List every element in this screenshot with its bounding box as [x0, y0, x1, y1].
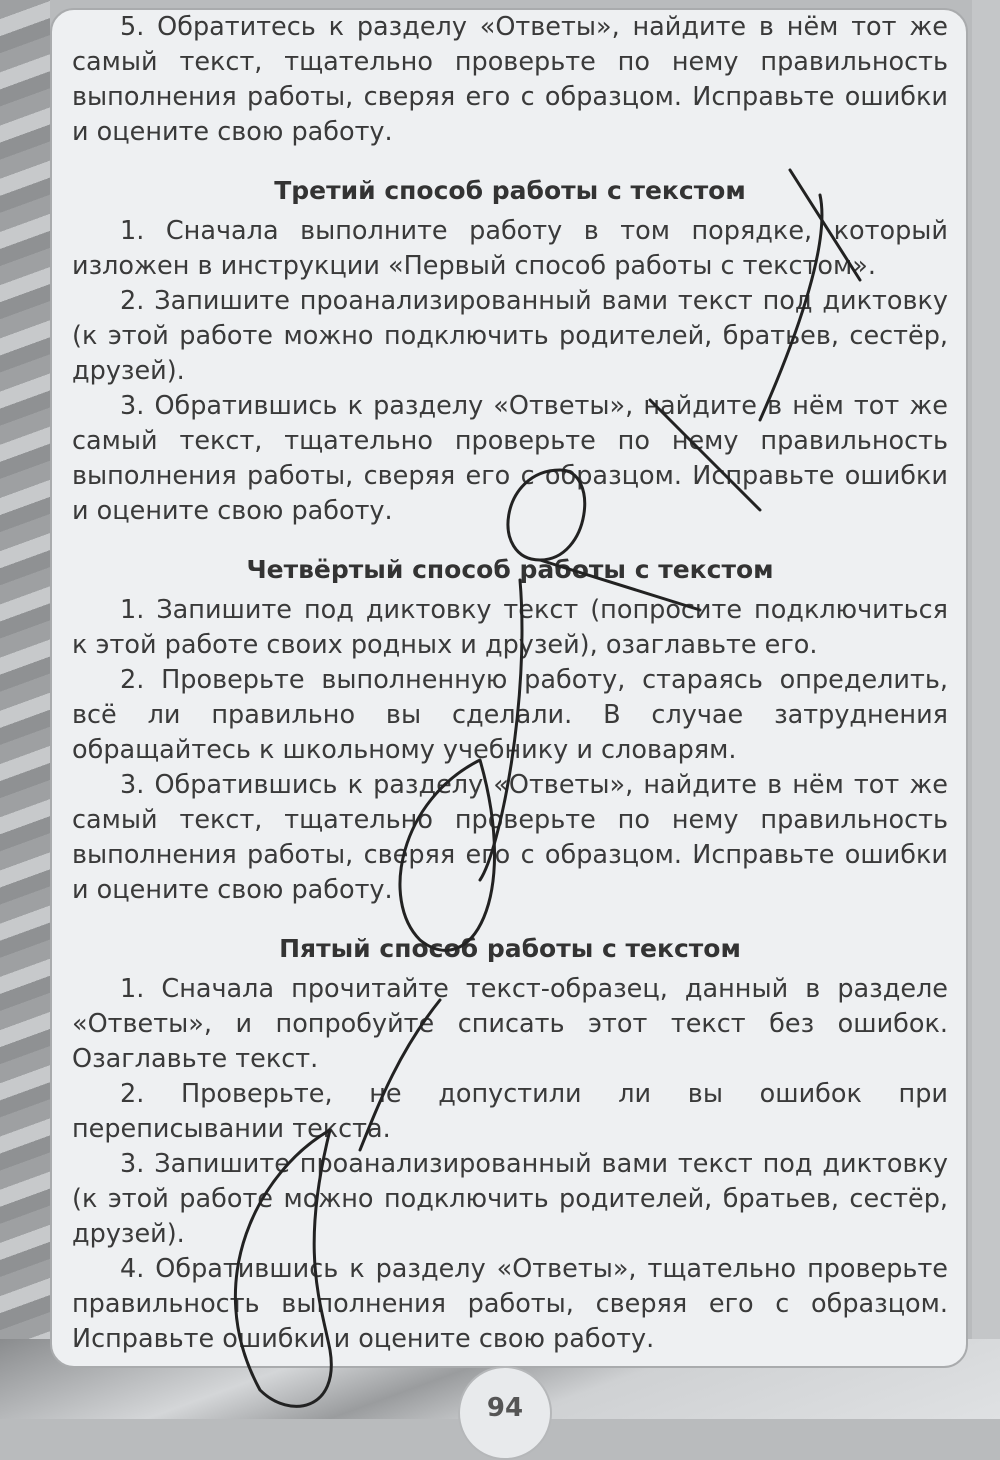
- page-edge-right: [972, 0, 1000, 1419]
- list-item: 3. Обратившись к разделу «Ответы», найдите в нём тот же самый текст, тщательно проверьте по нему правильность выполнения работы, сверяя его с образцом. Исправьте ошибки и оцените свою работу.: [72, 391, 948, 526]
- page-edge-left: [0, 0, 50, 1419]
- list-item: 2. Проверьте выполненную работу, стараясь определить, всё ли правильно вы сделали. В случае затруднения обращайтесь к школьному учебнику и словарям.: [72, 665, 948, 765]
- list-item: 2. Проверьте, не допустили ли вы ошибок при переписывании текста.: [72, 1079, 948, 1144]
- list-item: 4. Обратившись к разделу «Ответы», тщательно проверьте правильность выполнения работы, сверяя его с образцом. Исправьте ошибки и оцените свою работу.: [72, 1254, 948, 1354]
- section-title-third: Третий способ работы с текстом: [274, 176, 746, 205]
- page-number: 94: [458, 1366, 552, 1460]
- list-item: 3. Обратившись к разделу «Ответы», найдите в нём тот же самый текст, тщательно проверьте по нему правильность выполнения работы, сверяя его с образцом. Исправьте ошибки и оцените свою работу.: [72, 770, 948, 905]
- list-item: 1. Запишите под диктовку текст (попросите подключиться к этой работе своих родных и друзей), озаглавьте его.: [72, 595, 948, 660]
- list-item: 1. Сначала прочитайте текст-образец, данный в разделе «Ответы», и попробуйте списать этот текст без ошибок. Озаглавьте текст.: [72, 974, 948, 1074]
- list-item: 1. Сначала выполните работу в том порядке, который изложен в инструкции «Первый способ работы с текстом».: [72, 216, 948, 281]
- section-title-fourth: Четвёртый способ работы с текстом: [246, 555, 774, 584]
- list-item: 2. Запишите проанализированный вами текст под диктовку (к этой работе можно подключить родителей, братьев, сестёр, друзей).: [72, 286, 948, 386]
- section-title-fifth: Пятый способ работы с текстом: [279, 934, 741, 963]
- document-body: [72, 10, 948, 1357]
- paragraph: 5. Обратитесь к разделу «Ответы», найдите в нём тот же самый текст, тщательно проверьте по нему правильность выполнения работы, сверяя его с образцом. Исправьте ошибки и оцените свою работу.: [72, 12, 948, 147]
- list-item: 3. Запишите проанализированный вами текст под диктовку (к этой работе можно подключить родителей, братьев, сестёр, друзей).: [72, 1149, 948, 1249]
